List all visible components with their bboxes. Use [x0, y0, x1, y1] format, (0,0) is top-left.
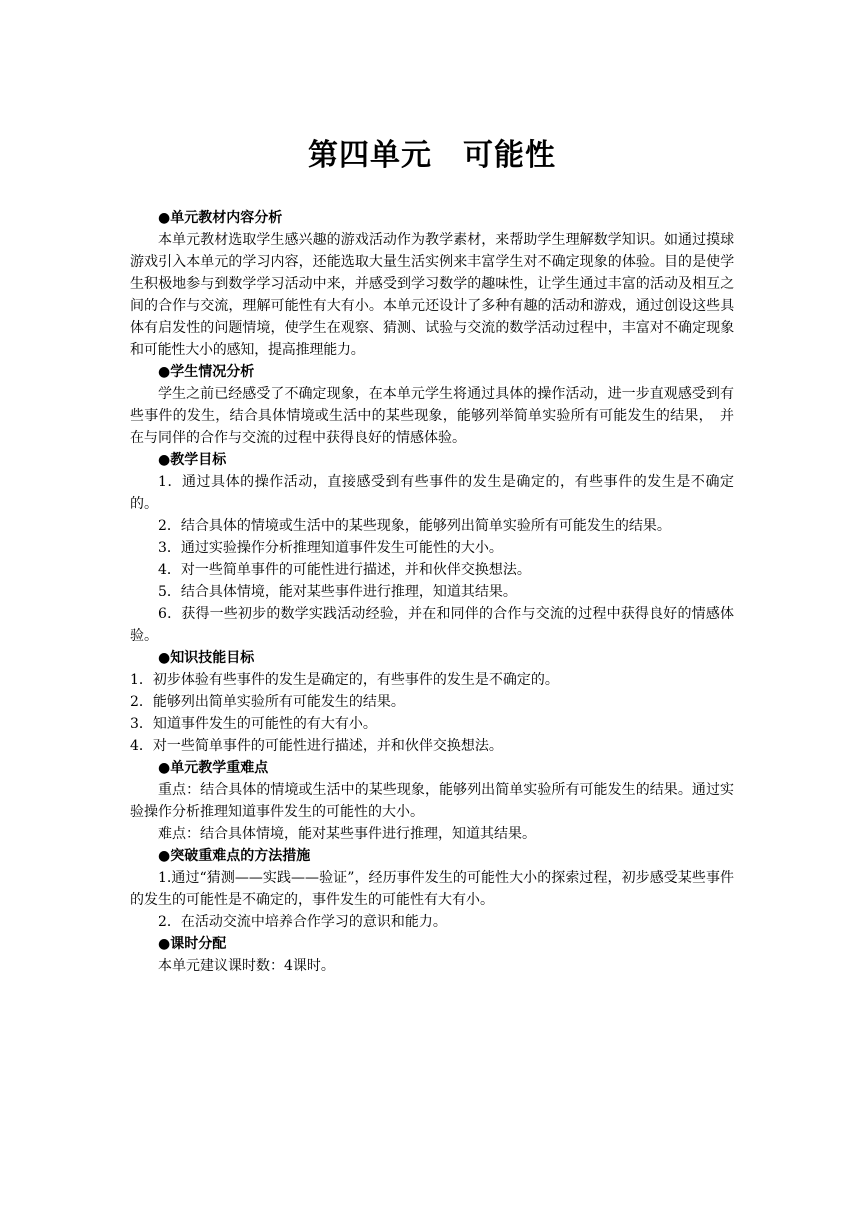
- hours-text: 本单元建议课时数：4课时。: [158, 958, 335, 974]
- skill-item: 2．能够列出简单实验所有可能发生的结果。: [130, 694, 405, 710]
- goal-item: 6．获得一些初步的数学实践活动经验，并在和同伴的合作与交流的过程中获得良好的情感体验。: [130, 606, 734, 644]
- skill-item: 1．初步体验有些事件的发生是确定的，有些事件的发生是不确定的。: [130, 672, 559, 688]
- section-heading-keypoints: ●单元教学重难点: [158, 760, 269, 776]
- goal-item: 3．通过实验操作分析推理知道事件发生可能性的大小。: [158, 540, 503, 556]
- method-item: 1.通过“猜测——实践——验证”，经历事件发生的可能性大小的探索过程，初步感受某些事件的发生的可能性是不确定的，事件发生的可能性有大有小。: [130, 870, 734, 908]
- skill-item: 4．对一些简单事件的可能性进行描述，并和伙伴交换想法。: [130, 738, 503, 754]
- section-heading-skills: ●知识技能目标: [158, 650, 255, 666]
- paragraph-analysis: 本单元教材选取学生感兴趣的游戏活动作为教学素材，来帮助学生理解数学知识。如通过摸球游戏引入本单元的学习内容，还能选取大量生活实例来丰富学生对不确定现象的体验。目的是使学生积极地参与到数学学习活动中来，并感受到学习数学的趣味性，让学生通过丰富的活动及相互之间的合作与交流，理解可能性有大有小。本单元还设计了多种有趣的活动和游戏，通过创设这些具体有启发性的问题情境，使学生在观察、猜测、试验与交流的数学活动过程中，丰富对不确定现象和可能性大小的感知，提高推理能力。: [130, 232, 734, 358]
- goal-item: 4．对一些简单事件的可能性进行描述，并和伙伴交换想法。: [158, 562, 531, 578]
- section-heading-goals: ●教学目标: [158, 452, 227, 468]
- paragraph-students: 学生之前已经感受了不确定现象，在本单元学生将通过具体的操作活动，进一步直观感受到有些事件的发生，结合具体情境或生活中的某些现象，能够列举简单实验所有可能发生的结果， 并在与同伴的合作与交流的过程中获得良好的情感体验。: [130, 386, 734, 446]
- section-heading-hours: ●课时分配: [158, 936, 227, 952]
- document-body: [130, 207, 734, 977]
- section-heading-analysis: ●单元教材内容分析: [158, 210, 283, 226]
- key-point-text: 重点：结合具体的情境或生活中的某些现象，能够列出简单实验所有可能发生的结果。通过实验操作分析推理知道事件发生的可能性的大小。: [130, 782, 734, 820]
- page-title: 第四单元 可能性: [308, 138, 556, 173]
- goal-item: 2．结合具体的情境或生活中的某些现象，能够列出简单实验所有可能发生的结果。: [158, 518, 671, 534]
- section-heading-methods: ●突破重难点的方法措施: [158, 848, 311, 864]
- goal-item: 5．结合具体情境，能对某些事件进行推理，知道其结果。: [158, 584, 517, 600]
- method-item: 2．在活动交流中培养合作学习的意识和能力。: [158, 914, 447, 930]
- difficult-point-text: 难点：结合具体情境，能对某些事件进行推理，知道其结果。: [158, 826, 536, 842]
- section-heading-students: ●学生情况分析: [158, 364, 255, 380]
- skill-item: 3．知道事件发生的可能性的有大有小。: [130, 716, 377, 732]
- goal-item: 1．通过具体的操作活动，直接感受到有些事件的发生是确定的，有些事件的发生是不确定的。: [130, 474, 734, 512]
